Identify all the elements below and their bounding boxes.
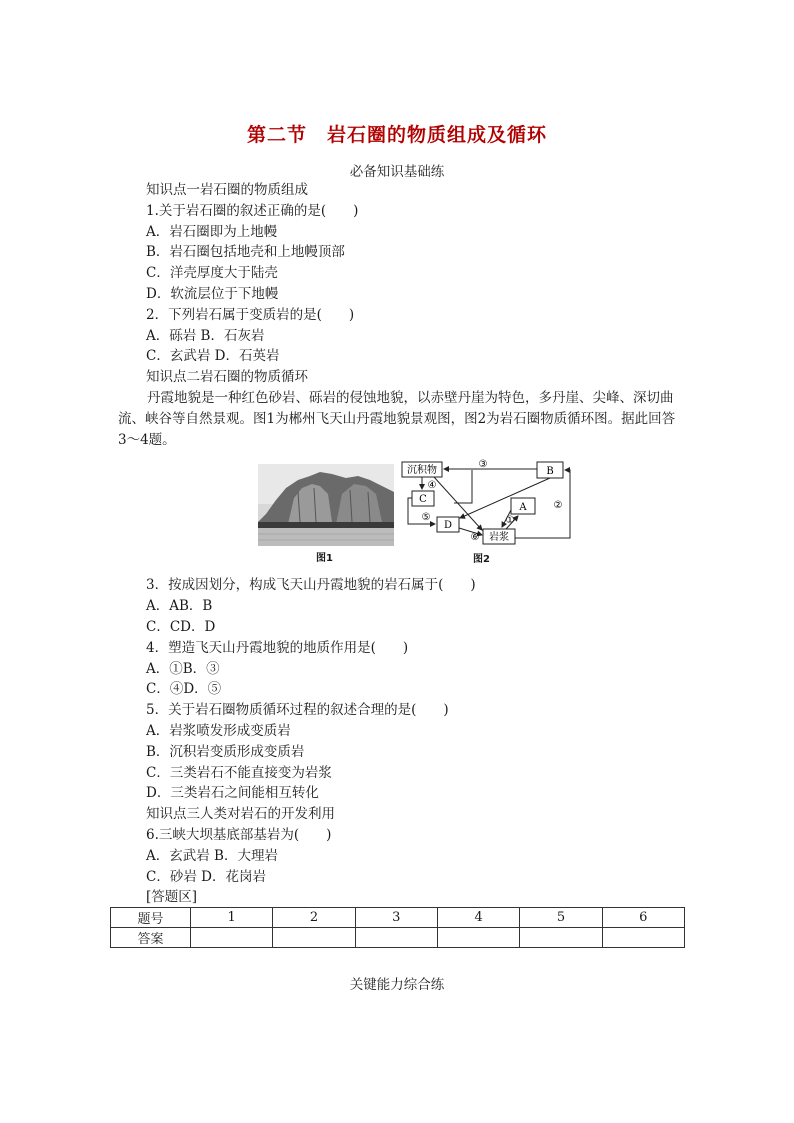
question-3-stem: 3．按成因划分，构成飞天山丹霞地貌的岩石属于( ) — [146, 577, 476, 593]
question-1-stem: 1.关于岩石圈的叙述正确的是( ) — [146, 203, 359, 219]
process-2-label: ② — [553, 500, 563, 511]
question-number-cell: 3 — [355, 908, 437, 928]
answer-cell[interactable] — [191, 928, 273, 948]
next-section-heading: 关键能力综合练 — [349, 977, 445, 993]
question-number-cell: 5 — [520, 908, 602, 928]
question-2-stem: 2．下列岩石属于变质岩的是( ) — [146, 307, 355, 323]
process-5-label: ⑤ — [421, 512, 431, 523]
answer-cell[interactable] — [437, 928, 519, 948]
passage-intro: 丹霞地貌是一种红色砂岩、砾岩的侵蚀地貌，以赤壁丹崖为特色，多丹崖、尖峰、深切曲流、峡谷等自然景观。图1为郴州飞天山丹霞地貌景观图，图2为岩石圈物质循环图。据此回答3～4题。 — [118, 390, 676, 448]
knowledge-point-3: 知识点三人类对岩石的开发利用 — [146, 806, 335, 822]
figure-1 — [258, 464, 394, 564]
row-label-question-number: 题号 — [111, 908, 191, 928]
question-5-option-b: B．沉积岩变质形成变质岩 — [146, 744, 305, 760]
question-1-option-d: D．软流层位于下地幔 — [146, 286, 279, 302]
question-4-options-ab: A．①B．③ — [146, 661, 220, 677]
row-label-answer: 答案 — [111, 928, 191, 948]
question-1-option-a: A．岩石圈即为上地幔 — [146, 224, 278, 240]
section-subtitle: 必备知识基础练 — [349, 164, 445, 180]
danxia-landscape-photo — [258, 464, 394, 546]
table-row — [111, 928, 685, 948]
box-c-label: C — [419, 494, 427, 505]
question-6-options-cd: C．砂岩 D．花岗岩 — [146, 869, 266, 885]
knowledge-point-1: 知识点一岩石圈的物质组成 — [146, 182, 308, 198]
box-a-label: A — [519, 502, 527, 513]
question-number-cell: 1 — [191, 908, 273, 928]
knowledge-point-2: 知识点二岩石圈的物质循环 — [146, 369, 308, 385]
answer-area-label: [答题区] — [146, 889, 198, 905]
figure-1-caption: 图1 — [316, 553, 333, 564]
question-5-option-a: A．岩浆喷发形成变质岩 — [146, 723, 291, 739]
rock-cycle-diagram — [398, 458, 578, 550]
magma-label: 岩浆 — [489, 532, 509, 543]
box-d-label: D — [443, 520, 453, 531]
answer-cell[interactable] — [520, 928, 602, 948]
question-number-cell: 2 — [273, 908, 355, 928]
section-title: 第二节 岩石圈的物质组成及循环 — [246, 124, 547, 146]
box-b-label: B — [546, 466, 554, 477]
question-1-option-c: C．洋壳厚度大于陆壳 — [146, 265, 278, 281]
question-6-stem: 6.三峡大坝基底部基岩为( ) — [146, 827, 332, 843]
question-1-option-b: B．岩石圈包括地壳和上地幔顶部 — [146, 244, 345, 260]
process-4-label: ④ — [427, 480, 437, 491]
sediment-label: 沉积物 — [407, 465, 437, 476]
answer-cell[interactable] — [602, 928, 684, 948]
answer-table — [110, 907, 685, 948]
process-6-label: ⑥ — [470, 532, 480, 543]
answer-cell[interactable] — [355, 928, 437, 948]
question-5-stem: 5．关于岩石圈物质循环过程的叙述合理的是( ) — [146, 702, 449, 718]
process-3-label: ③ — [478, 459, 488, 470]
process-1-label: ① — [505, 515, 515, 526]
question-5-option-d: D．三类岩石之间能相互转化 — [146, 785, 319, 801]
figure-2-caption: 图2 — [473, 554, 490, 565]
table-row — [111, 908, 685, 928]
question-2-options-ab: A．砾岩 B．石灰岩 — [146, 328, 265, 344]
question-number-cell: 6 — [602, 908, 684, 928]
answer-cell[interactable] — [273, 928, 355, 948]
question-4-options-cd: C．④D．⑤ — [146, 681, 222, 697]
question-2-options-cd: C．玄武岩 D．石英岩 — [146, 348, 280, 364]
figure-2 — [398, 458, 578, 565]
question-3-options-cd: C．CD．D — [146, 619, 216, 635]
question-number-cell: 4 — [437, 908, 519, 928]
question-4-stem: 4．塑造飞天山丹霞地貌的地质作用是( ) — [146, 640, 409, 656]
question-6-options-ab: A．玄武岩 B．大理岩 — [146, 848, 278, 864]
question-3-options-ab: A．AB．B — [146, 598, 213, 614]
question-5-option-c: C．三类岩石不能直接变为岩浆 — [146, 765, 332, 781]
